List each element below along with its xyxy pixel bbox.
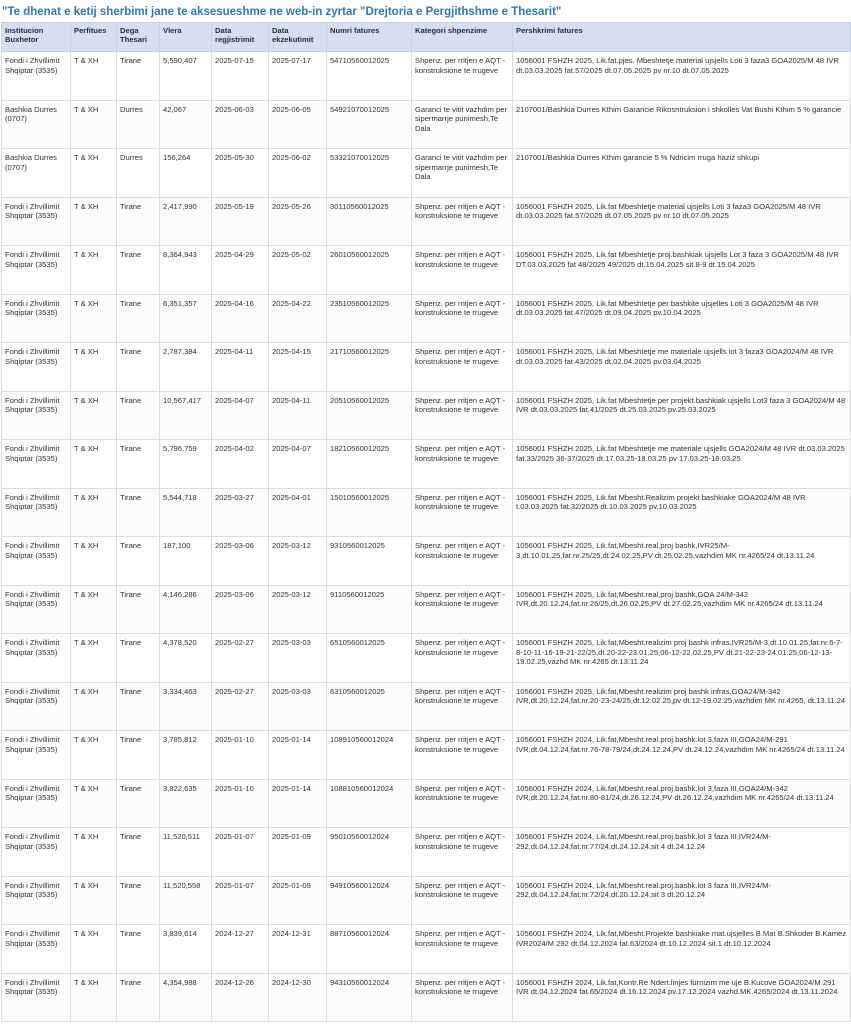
cell-institucion: Fondi i Zhvillimit Shqiptar (3535) xyxy=(2,682,71,731)
cell-data-regjistrimit: 2025-01-07 xyxy=(212,828,269,877)
cell-dega: Tirane xyxy=(117,197,160,246)
table-row xyxy=(2,440,851,489)
cell-dega: Tirane xyxy=(117,925,160,974)
cell-data-ekzekutimit: 2025-03-12 xyxy=(269,585,327,634)
cell-vlera: 11,520,558 xyxy=(160,876,212,925)
cell-kategori: Shpenz. per rritjen e AQT - konstruksione te rrugeve xyxy=(412,731,513,780)
cell-kategori: Shpenz. per rritjen e AQT - konstruksione te rrugeve xyxy=(412,440,513,489)
cell-perfitues: T & XH xyxy=(71,876,117,925)
cell-pershkrimi: 2107001/Bashkia Durres Kthim garancie 5 % Ndricim rruga haziz shkupi xyxy=(513,149,851,198)
cell-data-ekzekutimit: 2025-03-12 xyxy=(269,537,327,586)
cell-kategori: Shpenz. per rritjen e AQT - konstruksione te rrugeve xyxy=(412,52,513,101)
cell-dega: Tirane xyxy=(117,52,160,101)
cell-perfitues: T & XH xyxy=(71,440,117,489)
cell-data-regjistrimit: 2025-04-16 xyxy=(212,294,269,343)
cell-kategori: Shpenz. per rritjen e AQT - konstruksione te rrugeve xyxy=(412,294,513,343)
cell-pershkrimi: 1056001 FSHZH 2024, Lik.fat,Mbesht.real.proj.bashk.lot 3,faza III,GOA24/M-342 IVR,dt.20.12.24,fat.nr.80-81/24,dt.26.12.24,PV dt.26.12.24,vazhdim MK nr.4265/24 dt.13.11.24 xyxy=(513,779,851,828)
cell-perfitues: T & XH xyxy=(71,634,117,683)
cell-data-ekzekutimit: 2025-04-22 xyxy=(269,294,327,343)
cell-data-regjistrimit: 2024-12-27 xyxy=(212,925,269,974)
cell-data-regjistrimit: 2024-12-26 xyxy=(212,973,269,1022)
cell-data-ekzekutimit: 2025-04-15 xyxy=(269,343,327,392)
cell-dega: Tirane xyxy=(117,779,160,828)
cell-vlera: 3,334,463 xyxy=(160,682,212,731)
cell-data-regjistrimit: 2025-04-29 xyxy=(212,246,269,295)
cell-pershkrimi: 1056001 FSHZH 2025, Lik.fat,Mbesht.real,proj bashk,IVR25/M-3,dt.10.01.25,fat.nr.25/25,dt.24.02.25,PV dt.25.02.25,vazhdim MK nr.4265/24 dt.13.11.24 xyxy=(513,537,851,586)
cell-dega: Durres xyxy=(117,100,160,149)
cell-vlera: 2,787,384 xyxy=(160,343,212,392)
table-row xyxy=(2,876,851,925)
cell-vlera: 10,567,417 xyxy=(160,391,212,440)
cell-institucion: Fondi i Zhvillimit Shqiptar (3535) xyxy=(2,876,71,925)
cell-vlera: 5,544,718 xyxy=(160,488,212,537)
cell-data-regjistrimit: 2025-02-27 xyxy=(212,682,269,731)
cell-numri-fatures: 15010560012025 xyxy=(327,488,412,537)
cell-numri-fatures: 54921070012025 xyxy=(327,100,412,149)
cell-kategori: Shpenz. per rritjen e AQT - konstruksione te rrugeve xyxy=(412,925,513,974)
cell-vlera: 4,354,988 xyxy=(160,973,212,1022)
cell-perfitues: T & XH xyxy=(71,488,117,537)
cell-institucion: Fondi i Zhvillimit Shqiptar (3535) xyxy=(2,294,71,343)
cell-vlera: 156,264 xyxy=(160,149,212,198)
cell-pershkrimi: 1056001 FSHZH 2025, Lik.fat,Mbesht.realizim proj bashk infras,GOA24/M-342 IVR,dt.20.12.24,fat.nr.20-23-24/25,dt.12.02.25,pv dt.12-19.02.25,vazhdim MK nr.4265, dt.13.11.24 xyxy=(513,682,851,731)
column-header-institucion: Institucion Buxhetor xyxy=(2,23,71,52)
cell-data-ekzekutimit: 2025-06-05 xyxy=(269,100,327,149)
cell-dega: Tirane xyxy=(117,731,160,780)
cell-pershkrimi: 1056001 FSHZH 2025, Lik.fat Mbeshtetje me materiale ujsjells lot 3 faza3 GOA2024/M 48 IVR dt.03.03.2025 fat.43/2025 dt.02.04.2025 pv.03.04.2025 xyxy=(513,343,851,392)
cell-vlera: 42,067 xyxy=(160,100,212,149)
cell-data-regjistrimit: 2025-03-06 xyxy=(212,537,269,586)
cell-kategori: Shpenz. per rritjen e AQT - konstruksione te rrugeve xyxy=(412,246,513,295)
cell-dega: Tirane xyxy=(117,537,160,586)
table-row xyxy=(2,828,851,877)
table-row xyxy=(2,197,851,246)
cell-institucion: Fondi i Zhvillimit Shqiptar (3535) xyxy=(2,973,71,1022)
cell-data-regjistrimit: 2025-02-27 xyxy=(212,634,269,683)
cell-data-regjistrimit: 2025-06-03 xyxy=(212,100,269,149)
cell-dega: Tirane xyxy=(117,973,160,1022)
cell-data-ekzekutimit: 2025-05-02 xyxy=(269,246,327,295)
cell-pershkrimi: 1056001 FSHZH 2025, Lik.fat Mbeshtetje per bashkite ujsjelles Loti 3 GOA2025/M 48 IVR dt.03.03.2025 fat.47/2025 dt.09.04.2025 pv.10.04.2025 xyxy=(513,294,851,343)
table-row xyxy=(2,973,851,1022)
cell-kategori: Shpenz. per rritjen e AQT - konstruksione te rrugeve xyxy=(412,779,513,828)
cell-data-ekzekutimit: 2025-04-01 xyxy=(269,488,327,537)
cell-vlera: 4,378,520 xyxy=(160,634,212,683)
cell-pershkrimi: 1056001 FSHZH 2024, Lik.fat,Mbesht.real.proj.bashk.lot 3,faza III,GOA24/M-291 IVR,dt.04.12.24,fat.nr.76-78-79/24,dt.24.12.24,PV dt.24.12.24,vazhdim MK nr.4265/24 dt.13.11.24 xyxy=(513,731,851,780)
cell-pershkrimi: 1056001 FSHZH 2025, Lik.fat,Mbesht.realizim proj bashk infras,IVR25/M-3,dt.10.01.25,fat.nr.6-7-8-10-11-16-19-21-22/25,dt.20-22-23.01.25,06-12-22.02.25,PV dt.21-22-23-24.01.25,06-12-13-19.02.25,vazhd MK nr.4265 dt.13.11.24 xyxy=(513,634,851,683)
cell-vlera: 4,146,286 xyxy=(160,585,212,634)
cell-pershkrimi: 1056001 FSHZH 2025, Lik.fat,Mbesht.real,proj bashk,GOA 24/M-342 IVR,dt.20.12.24,fat.nr.26/25,dt.26.02.25,PV dt.27.02.25,vazhdim MK nr.4265/24 dt.13.11.24 xyxy=(513,585,851,634)
cell-numri-fatures: 9110560012025 xyxy=(327,585,412,634)
column-header-kategori: Kategori shpenzime xyxy=(412,23,513,52)
cell-institucion: Fondi i Zhvillimit Shqiptar (3535) xyxy=(2,52,71,101)
cell-vlera: 187,100 xyxy=(160,537,212,586)
cell-data-regjistrimit: 2025-01-10 xyxy=(212,731,269,780)
invoices-table xyxy=(1,22,851,1022)
cell-vlera: 5,590,407 xyxy=(160,52,212,101)
cell-pershkrimi: 1056001 FSHZH 2024, Lik.fat,Kontr.Re Ndert.linjes furnizim me uje B.Kucove GOA2024/M 291 IVR dt.04.12.2024 fat.65/2024 dt.16.12.2024 pv.17.12.2024 vazhd.MK.4265/2024 dt.13.11.2024 xyxy=(513,973,851,1022)
cell-perfitues: T & XH xyxy=(71,925,117,974)
cell-numri-fatures: 21710560012025 xyxy=(327,343,412,392)
cell-vlera: 3,785,812 xyxy=(160,731,212,780)
cell-kategori: Shpenz. per rritjen e AQT - konstruksione te rrugeve xyxy=(412,343,513,392)
table-row xyxy=(2,100,851,149)
cell-dega: Tirane xyxy=(117,391,160,440)
table-row xyxy=(2,391,851,440)
cell-perfitues: T & XH xyxy=(71,731,117,780)
cell-institucion: Fondi i Zhvillimit Shqiptar (3535) xyxy=(2,925,71,974)
cell-kategori: Shpenz. per rritjen e AQT - konstruksione te rrugeve xyxy=(412,537,513,586)
cell-institucion: Fondi i Zhvillimit Shqiptar (3535) xyxy=(2,246,71,295)
cell-data-regjistrimit: 2025-04-11 xyxy=(212,343,269,392)
cell-institucion: Fondi i Zhvillimit Shqiptar (3535) xyxy=(2,828,71,877)
cell-dega: Tirane xyxy=(117,246,160,295)
cell-numri-fatures: 54710560012025 xyxy=(327,52,412,101)
cell-dega: Tirane xyxy=(117,876,160,925)
cell-kategori: Shpenz. per rritjen e AQT - konstruksione te rrugeve xyxy=(412,391,513,440)
cell-perfitues: T & XH xyxy=(71,585,117,634)
table-row xyxy=(2,488,851,537)
table-row xyxy=(2,682,851,731)
cell-data-ekzekutimit: 2025-01-14 xyxy=(269,779,327,828)
cell-dega: Durres xyxy=(117,149,160,198)
cell-institucion: Fondi i Zhvillimit Shqiptar (3535) xyxy=(2,634,71,683)
table-row xyxy=(2,246,851,295)
table-row xyxy=(2,537,851,586)
cell-kategori: Shpenz. per rritjen e AQT - konstruksione te rrugeve xyxy=(412,634,513,683)
cell-data-regjistrimit: 2025-04-07 xyxy=(212,391,269,440)
cell-data-ekzekutimit: 2024-12-31 xyxy=(269,925,327,974)
cell-numri-fatures: 20510560012025 xyxy=(327,391,412,440)
cell-perfitues: T & XH xyxy=(71,973,117,1022)
cell-data-regjistrimit: 2025-07-15 xyxy=(212,52,269,101)
cell-institucion: Fondi i Zhvillimit Shqiptar (3535) xyxy=(2,731,71,780)
cell-data-ekzekutimit: 2025-01-09 xyxy=(269,828,327,877)
cell-numri-fatures: 108810560012024 xyxy=(327,779,412,828)
cell-pershkrimi: 1056001 FSHZH 2024, Lik.fat,Mbesht.real.proj.bashk.lot 3 faza III,IVR24/M-292,dt.04.12.24,fat.nr.77/24,dt.24.12.24,sit 4 dt.24.12.24 xyxy=(513,828,851,877)
cell-data-regjistrimit: 2025-04-02 xyxy=(212,440,269,489)
cell-kategori: Shpenz. per rritjen e AQT - konstruksione te rrugeve xyxy=(412,585,513,634)
cell-numri-fatures: 26010560012025 xyxy=(327,246,412,295)
cell-dega: Tirane xyxy=(117,294,160,343)
table-row xyxy=(2,779,851,828)
cell-vlera: 5,796,759 xyxy=(160,440,212,489)
cell-perfitues: T & XH xyxy=(71,52,117,101)
cell-data-ekzekutimit: 2025-03-03 xyxy=(269,682,327,731)
cell-kategori: Garanci te vitit vazhdim per sipermarrje punimesh,Te Dala xyxy=(412,100,513,149)
table-row xyxy=(2,294,851,343)
column-header-data-regjistrimit: Data regjistrimit xyxy=(212,23,269,52)
cell-perfitues: T & XH xyxy=(71,197,117,246)
cell-data-ekzekutimit: 2025-01-09 xyxy=(269,876,327,925)
cell-institucion: Fondi i Zhvillimit Shqiptar (3535) xyxy=(2,779,71,828)
cell-kategori: Shpenz. per rritjen e AQT - konstruksione te rrugeve xyxy=(412,973,513,1022)
cell-kategori: Shpenz. per rritjen e AQT - konstruksione te rrugeve xyxy=(412,197,513,246)
cell-data-regjistrimit: 2025-05-19 xyxy=(212,197,269,246)
cell-numri-fatures: 88710560012024 xyxy=(327,925,412,974)
cell-pershkrimi: 1056001 FSHZH 2025, Lik.fat Mbeshtetje me materiale ujsjells GOA2024/M 48 IVR dt.03.03.2025 fat.33/2025 36-37/2025 dt.17.03.25-18.03.25 pv 17.03.25-18.03.25 xyxy=(513,440,851,489)
column-header-data-ekzekutimit: Data ekzekutimit xyxy=(269,23,327,52)
cell-perfitues: T & XH xyxy=(71,391,117,440)
cell-kategori: Shpenz. per rritjen e AQT - konstruksione te rrugeve xyxy=(412,876,513,925)
page-title: "Te dhenat e ketij sherbimi jane te aksesueshme ne web-in zyrtar "Drejtoria e Pergjithshme e Thesarit" xyxy=(2,6,562,18)
cell-numri-fatures: 94910560012024 xyxy=(327,876,412,925)
cell-dega: Tirane xyxy=(117,682,160,731)
cell-numri-fatures: 18210560012025 xyxy=(327,440,412,489)
table-header-row xyxy=(2,23,851,52)
cell-dega: Tirane xyxy=(117,488,160,537)
cell-pershkrimi: 1056001 FSHZH 2024, Lik.fat,Mbesht.real.proj.bashk.lot 3 faza III,IVR24/M-292,dt.04.12.24,fat.nr.72/24,dt.20.12.24,sit 3 dt.20.12.24 xyxy=(513,876,851,925)
cell-vlera: 3,822,635 xyxy=(160,779,212,828)
cell-institucion: Fondi i Zhvillimit Shqiptar (3535) xyxy=(2,585,71,634)
cell-institucion: Fondi i Zhvillimit Shqiptar (3535) xyxy=(2,197,71,246)
cell-kategori: Shpenz. per rritjen e AQT - konstruksione te rrugeve xyxy=(412,828,513,877)
cell-pershkrimi: 1056001 FSHZH 2025, Lik.fat.pjes. Mbeshtetje material ujsjells Loti 3 faza3 GOA2025/M 48 IVR dt.03.03.2025 fat.57/2025 dt.07.05.2025 pv nr.10 dt.07.05.2025 xyxy=(513,52,851,101)
cell-vlera: 2,417,990 xyxy=(160,197,212,246)
cell-pershkrimi: 1056001 FSHZH 2024, Lik.fat,Mbesht.Projekte bashkiake mat.ujsjelles B.Mat B.Shkoder B.Kamez IVR2024/M 292 dt.04.12.2024 fat.63/2024 dt.10.12.2024 sit.1 dt.10.12.2024 xyxy=(513,925,851,974)
cell-perfitues: T & XH xyxy=(71,294,117,343)
table-row xyxy=(2,585,851,634)
cell-perfitues: T & XH xyxy=(71,246,117,295)
table-row xyxy=(2,343,851,392)
cell-data-ekzekutimit: 2025-05-26 xyxy=(269,197,327,246)
column-header-dega: Dega Thesari xyxy=(117,23,160,52)
cell-institucion: Fondi i Zhvillimit Shqiptar (3535) xyxy=(2,488,71,537)
cell-institucion: Fondi i Zhvillimit Shqiptar (3535) xyxy=(2,440,71,489)
cell-pershkrimi: 1056001 FSHZH 2025, Lik.fat Mbeshtetje per projekt.bashkiak ujsjells Lot3 faza 3 GOA2024/M 48 IVR dt.03.03.2025 fat.41/2025 dt.25.03.2025 pv.25.03.2025 xyxy=(513,391,851,440)
table-row xyxy=(2,634,851,683)
cell-kategori: Shpenz. per rritjen e AQT - konstruksione te rrugeve xyxy=(412,488,513,537)
cell-data-regjistrimit: 2025-05-30 xyxy=(212,149,269,198)
cell-vlera: 6,351,357 xyxy=(160,294,212,343)
cell-data-ekzekutimit: 2025-06-02 xyxy=(269,149,327,198)
column-header-pershkrimi: Pershkrimi fatures xyxy=(513,23,851,52)
cell-numri-fatures: 53321070012025 xyxy=(327,149,412,198)
cell-data-ekzekutimit: 2024-12-30 xyxy=(269,973,327,1022)
cell-numri-fatures: 108910560012024 xyxy=(327,731,412,780)
cell-dega: Tirane xyxy=(117,585,160,634)
cell-perfitues: T & XH xyxy=(71,100,117,149)
cell-institucion: Fondi i Zhvillimit Shqiptar (3535) xyxy=(2,537,71,586)
column-header-perfitues: Perfitues xyxy=(71,23,117,52)
cell-perfitues: T & XH xyxy=(71,343,117,392)
cell-perfitues: T & XH xyxy=(71,682,117,731)
cell-data-regjistrimit: 2025-03-27 xyxy=(212,488,269,537)
cell-institucion: Bashkia Durres (0707) xyxy=(2,100,71,149)
cell-kategori: Shpenz. per rritjen e AQT - konstruksione te rrugeve xyxy=(412,682,513,731)
cell-pershkrimi: 1056001 FSHZH 2025, Lik.fat Mbeshtetje proj.bashkiak ujsjells Lot 3 faza 3 GOA2025/M 48 IVR DT.03.03.2025 fat 48/2025 49/2025 dt.15.04.2025 sit.8-9 dt.15.04.2025 xyxy=(513,246,851,295)
cell-data-ekzekutimit: 2025-03-03 xyxy=(269,634,327,683)
cell-institucion: Bashkia Durres (0707) xyxy=(2,149,71,198)
cell-pershkrimi: 2107001/Bashkia Durres Kthim Garancie Rikosntruksion i shkolles Vat Bushi Kthim 5 % garancie xyxy=(513,100,851,149)
cell-data-ekzekutimit: 2025-01-14 xyxy=(269,731,327,780)
cell-institucion: Fondi i Zhvillimit Shqiptar (3535) xyxy=(2,343,71,392)
cell-dega: Tirane xyxy=(117,828,160,877)
cell-dega: Tirane xyxy=(117,440,160,489)
cell-data-ekzekutimit: 2025-04-11 xyxy=(269,391,327,440)
cell-numri-fatures: 95010560012024 xyxy=(327,828,412,877)
cell-data-ekzekutimit: 2025-04-07 xyxy=(269,440,327,489)
cell-data-regjistrimit: 2025-01-07 xyxy=(212,876,269,925)
cell-pershkrimi: 1056001 FSHZH 2025, Lik.fat Mbesht.Realizim projekt bashkiake GOA2024/M 48 IVR t.03.03.2025 fat.32/2025 dt.10.03.2025 pv.10.03.2025 xyxy=(513,488,851,537)
column-header-vlera: Vlera xyxy=(160,23,212,52)
cell-perfitues: T & XH xyxy=(71,149,117,198)
cell-numri-fatures: 30110560012025 xyxy=(327,197,412,246)
column-header-numri-fatures: Numri fatures xyxy=(327,23,412,52)
table-row xyxy=(2,925,851,974)
cell-dega: Tirane xyxy=(117,634,160,683)
cell-perfitues: T & XH xyxy=(71,537,117,586)
cell-data-regjistrimit: 2025-03-06 xyxy=(212,585,269,634)
cell-data-ekzekutimit: 2025-07-17 xyxy=(269,52,327,101)
cell-vlera: 8,364,943 xyxy=(160,246,212,295)
cell-dega: Tirane xyxy=(117,343,160,392)
cell-vlera: 3,839,614 xyxy=(160,925,212,974)
cell-institucion: Fondi i Zhvillimit Shqiptar (3535) xyxy=(2,391,71,440)
table-row xyxy=(2,52,851,101)
cell-numri-fatures: 6510560012025 xyxy=(327,634,412,683)
table-row xyxy=(2,731,851,780)
cell-numri-fatures: 94310560012024 xyxy=(327,973,412,1022)
cell-perfitues: T & XH xyxy=(71,779,117,828)
cell-pershkrimi: 1056001 FSHZH 2025, Lik.fat Mbeshtetje material ujsjells Loti 3 faza3 GOA2025/M 48 IVR dt.03.03.2025 fat.57/2025 dt.07.05.2025 pv nr.10 dt.07.05.2025 xyxy=(513,197,851,246)
cell-data-regjistrimit: 2025-01-10 xyxy=(212,779,269,828)
cell-kategori: Garanci te vitit vazhdim per sipermarrje punimesh,Te Dala xyxy=(412,149,513,198)
cell-numri-fatures: 9310560012025 xyxy=(327,537,412,586)
cell-perfitues: T & XH xyxy=(71,828,117,877)
cell-numri-fatures: 6310560012025 xyxy=(327,682,412,731)
cell-numri-fatures: 23510560012025 xyxy=(327,294,412,343)
table-row xyxy=(2,149,851,198)
cell-vlera: 11,520,511 xyxy=(160,828,212,877)
